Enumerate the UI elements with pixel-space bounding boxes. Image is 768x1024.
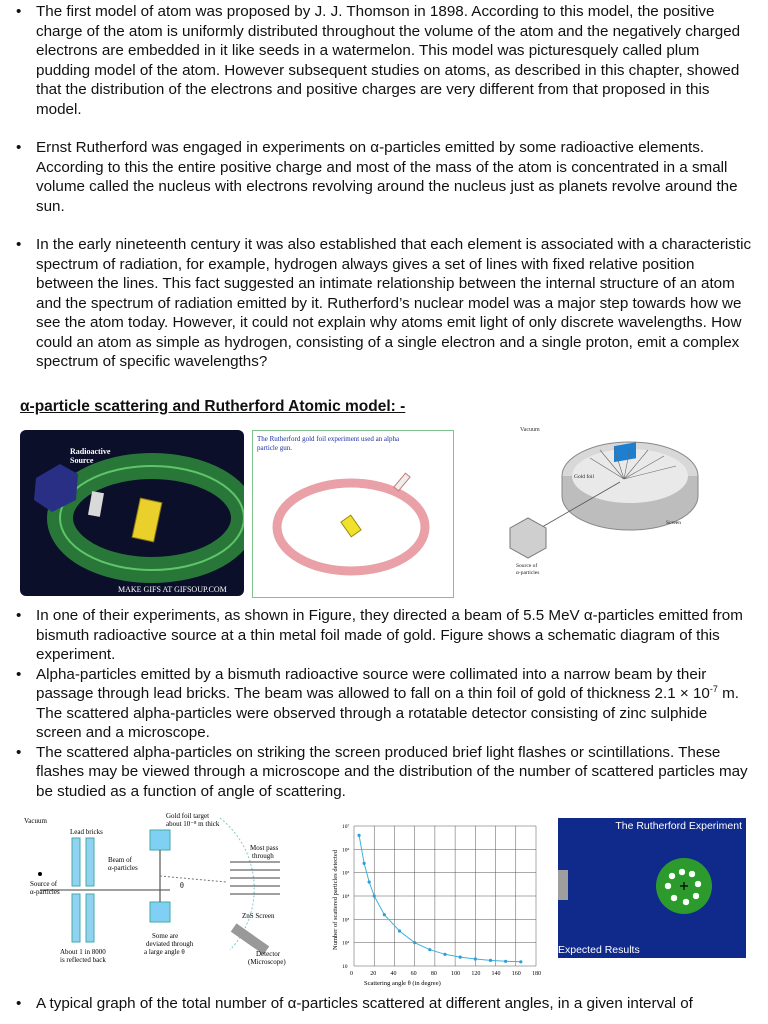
chart-ytick-label: 10 xyxy=(342,964,348,970)
fig1-watermark: MAKE GIFS AT GIFSOUP.COM xyxy=(118,585,227,594)
chart-svg xyxy=(328,820,546,988)
fig4-some-2: deviated through xyxy=(146,940,194,948)
bullet-alpha-collimated xyxy=(14,665,754,743)
chart-xtick-label: 140 xyxy=(491,971,501,977)
bullet-thomson-model: • The first model of atom was proposed by J. J. Thomson in 1898. According to this model, the positive charge of the atom is uniformly distributed throughout the volume of the atom and the negatively charged electrons are embedded in it like seeds in a watermelon. This model was picturesquely called plum pudding model of the atom. However subsequent studies on atoms, as described in this chapter, showed that the distribution of the electrons and positive charges are very different from that proposed in this model. xyxy=(14,2,754,119)
fig4-beam-2: α-particles xyxy=(108,864,138,872)
fig2-caption-1: The Rutherford gold foil experiment used an alpha xyxy=(257,435,400,443)
figure-gif-drawing xyxy=(20,430,244,596)
bullet-scintillations: • The scattered alpha-particles on striking the screen produced brief light flashes or scintillations. These flashes may be viewed through a microscope and the distribution of the number of scattered particles may be studied as a function of angle of scattering. xyxy=(14,743,754,802)
bottom-bullets xyxy=(14,994,754,1014)
fig4-some-1: Some are xyxy=(152,932,179,940)
chart-xlabel: Scattering angle θ (in degree) xyxy=(364,980,441,987)
figure-rutherford-sim xyxy=(558,818,746,958)
figure-gold-foil-gun xyxy=(252,430,454,598)
intro-bullets xyxy=(14,2,754,372)
fig4-most-1: Most pass xyxy=(250,844,279,852)
chart-ticks xyxy=(342,824,541,977)
chart-point xyxy=(413,941,416,944)
chart-ylabel: Number of scattered particles detected xyxy=(332,850,339,950)
chart-point xyxy=(368,880,371,883)
fig4-gold-2: about 10⁻⁸ m thick xyxy=(166,820,220,828)
chart-point xyxy=(474,957,477,960)
chart-point xyxy=(443,953,446,956)
fig4-lead-bricks: Lead bricks xyxy=(70,828,103,836)
figure-schematic-drawing xyxy=(20,810,320,975)
chart-ytick-label: 10⁴ xyxy=(342,894,350,900)
chart-ytick-label: 10⁶ xyxy=(342,847,350,854)
bullet-spectrum: • In the early nineteenth century it was also established that each element is associated with a characteristic spectrum of radiation, for example, hydrogen always gives a set of lines with fixed relative position between the lines. This fact suggested an intimate relationship between the internal structure of an atom and the spectrum of radiation emitted by it. Rutherford’s nuclear model was a major step towards how we see the atom today. However, it could not explain why atoms emit light of only discrete wavelengths. How could an atom as simple as hydrogen, consisting of a single electron and a single proton, emit a complex spectrum of specific wavelengths? xyxy=(14,235,754,372)
bullet-alpha-text-b: m. The scattered alpha-particles were observed through a rotatable detector consisting of zinc sulphide screen and a microscope. xyxy=(36,685,739,741)
fig3-source-1: Source of xyxy=(516,563,538,569)
bullet-alpha-text-a: Alpha-particles emitted by a bismuth radioactive source were collimated into a narrow beam by their passage through lead bricks. The beam was allowed to fall on a thin foil of gold of thickness 2.1 × 10 xyxy=(36,665,710,702)
fig4-some-3: a large angle θ xyxy=(144,948,185,956)
figure-scattering-chart xyxy=(328,820,546,988)
chart-xtick-label: 40 xyxy=(390,971,397,977)
figure-scattering-schematic xyxy=(20,810,320,975)
sim-nucleus-drawing xyxy=(558,818,746,958)
chart-xtick-label: 0 xyxy=(350,971,353,977)
fig4-detector-1: Detector xyxy=(256,950,281,958)
figure-apparatus-drawing xyxy=(490,424,700,594)
fig3-vacuum: Vacuum xyxy=(520,427,540,433)
fig4-about-1: About 1 in 8000 xyxy=(60,948,106,956)
figure-gif-radioactive xyxy=(20,430,244,596)
chart-xtick-label: 20 xyxy=(370,971,377,977)
chart-point xyxy=(383,913,386,916)
fig4-zns: ZnS Screen xyxy=(242,912,275,920)
fig4-vacuum: Vacuum xyxy=(24,817,47,825)
fig2-caption-2: particle gun. xyxy=(257,444,292,452)
fig3-gold-foil: Gold foil xyxy=(574,474,595,480)
chart-ytick-label: 10² xyxy=(342,940,350,947)
chart-point xyxy=(489,959,492,962)
chart-xtick-label: 100 xyxy=(451,971,461,977)
section-heading: α-particle scattering and Rutherford Atomic model: - xyxy=(20,398,406,415)
fig3-source-2: α-particles xyxy=(516,570,540,576)
bullet-alpha-exponent: -7 xyxy=(709,683,718,694)
chart-xtick-label: 180 xyxy=(532,971,541,977)
chart-grid xyxy=(354,826,536,966)
chart-point xyxy=(398,929,401,932)
fig4-about-2: is reflected back xyxy=(60,956,106,964)
chart-point xyxy=(428,948,431,951)
sim-title: The Rutherford Experiment xyxy=(615,820,742,832)
fig4-source-1: Source of xyxy=(30,880,58,888)
chart-ytick-label: 10⁷ xyxy=(342,824,350,830)
bullet-experiment: • In one of their experiments, as shown in Figure, they directed a beam of 5.5 MeV α-particles emitted from bismuth radioactive source at a thin metal foil made of gold. Figure shows a schematic diagram of this experiment. xyxy=(14,606,754,665)
chart-point xyxy=(363,862,366,865)
fig4-source-2: α-particles xyxy=(30,888,60,896)
fig3-screen: Screen xyxy=(666,520,681,526)
bullet-rutherford-nucleus: • Ernst Rutherford was engaged in experiments on α-particles emitted by some radioactive elements. According to this the entire positive charge and most of the mass of the atom is concentrated in a small volume called the nucleus with electrons revolving around the nucleus just as planets revolve around the sun. xyxy=(14,138,754,216)
experiment-bullets xyxy=(14,606,754,801)
chart-ytick-label: 10³ xyxy=(342,917,350,924)
chart-point xyxy=(357,834,360,837)
fig4-theta: θ xyxy=(180,881,184,890)
fig4-gold-1: Gold foil target xyxy=(166,812,210,820)
sim-footer: Expected Results xyxy=(558,944,640,956)
fig4-detector-2: (Microscope) xyxy=(248,958,286,966)
chart-point xyxy=(459,956,462,959)
fig4-most-2: through xyxy=(252,852,274,860)
chart-ytick-label: 10⁵ xyxy=(342,870,350,877)
chart-point xyxy=(519,960,522,963)
chart-point xyxy=(373,894,376,897)
chart-xtick-label: 80 xyxy=(430,971,437,977)
chart-xtick-label: 60 xyxy=(410,971,417,977)
chart-xtick-label: 160 xyxy=(511,971,521,977)
fig1-label-radioactive: Radioactive xyxy=(70,447,111,456)
chart-xtick-label: 120 xyxy=(471,971,481,977)
bullet-graph-description: • A typical graph of the total number of α-particles scattered at different angles, in a given interval of xyxy=(14,994,754,1014)
figure-apparatus-3d xyxy=(490,424,700,594)
fig4-beam-1: Beam of xyxy=(108,856,132,864)
fig1-label-source: Source xyxy=(70,456,94,465)
chart-point xyxy=(504,960,507,963)
figure-gold-foil-drawing xyxy=(253,431,453,597)
chart-points xyxy=(357,834,522,964)
